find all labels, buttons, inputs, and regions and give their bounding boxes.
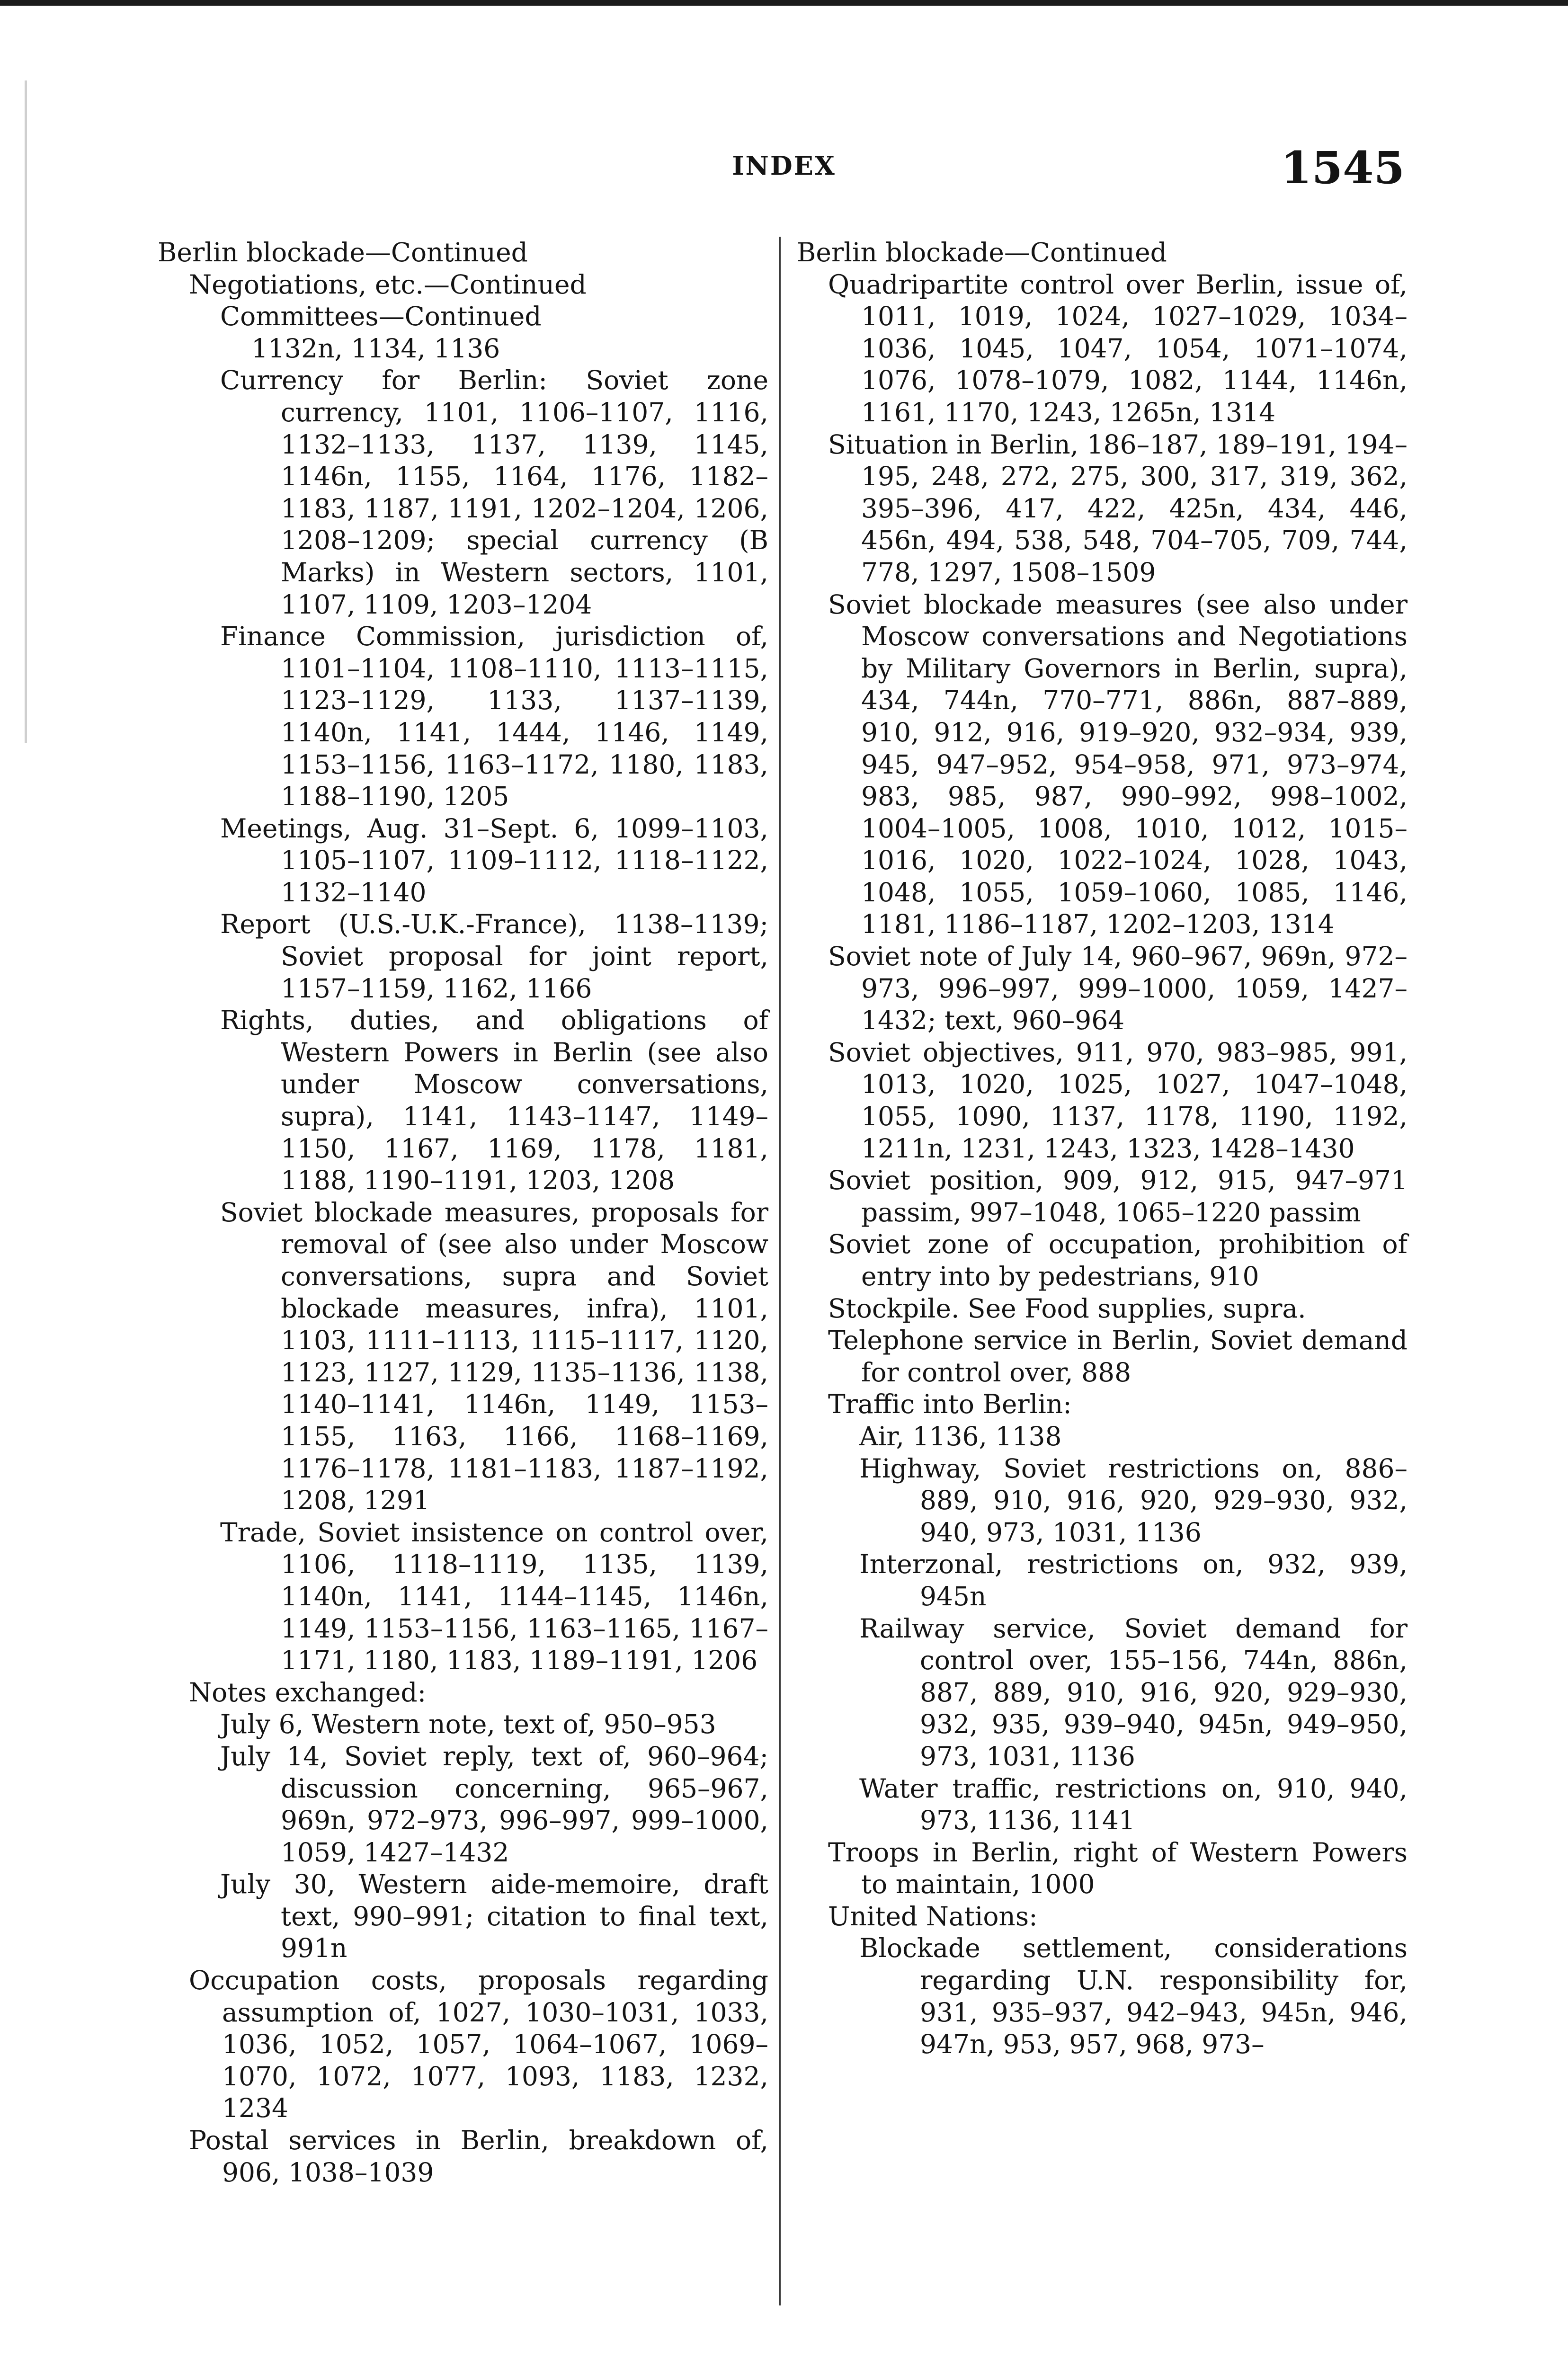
index-entry: Soviet objectives, 911, 970, 983–985, 991, 1013, 1020, 1025, 1027, 1047–1048, 1055, 1090, 1137, 1178, 1190, 1192, 1211n, 1231, 1243, 1323, 1428–1430 xyxy=(828,1037,1408,1164)
index-entry: Air, 1136, 1138 xyxy=(859,1421,1062,1451)
index-entry: Notes exchanged: xyxy=(189,1677,427,1708)
index-entry: Occupation costs, proposals regarding assumption of, 1027, 1030–1031, 1033, 1036, 1052, 1057, 1064–1067, 1069–1070, 1072, 1077, 1093, 1183, 1232, 1234 xyxy=(189,1965,768,2124)
index-entry: Traffic into Berlin: xyxy=(828,1389,1072,1420)
index-entry: Quadripartite control over Berlin, issue of, 1011, 1019, 1024, 1027–1029, 1034–1036, 1045, 1047, 1054, 1071–1074, 1076, 1078–1079, 1082, 1144, 1146n, 1161, 1170, 1243, 1265n, 1314 xyxy=(828,269,1408,427)
index-entry: Water traffic, restrictions on, 910, 940, 973, 1136, 1141 xyxy=(859,1773,1408,1836)
index-entry: Berlin blockade—Continued xyxy=(797,237,1167,267)
column-divider xyxy=(779,237,781,2305)
index-entry: July 6, Western note, text of, 950–953 xyxy=(220,1709,716,1740)
page-number: 1545 xyxy=(1281,142,1405,194)
index-entry: July 14, Soviet reply, text of, 960–964; discussion concerning, 965–967, 969n, 972–973, 996–997, 999–1000, 1059, 1427–1432 xyxy=(220,1741,768,1868)
index-entry: Trade, Soviet insistence on control over, 1106, 1118–1119, 1135, 1139, 1140n, 1141, 1144–1145, 1146n, 1149, 1153–1156, 1163–1165, 1167–1171, 1180, 1183, 1189–1191, 1206 xyxy=(220,1517,768,1676)
index-entry: Berlin blockade—Continued xyxy=(158,237,528,267)
index-entry: 1132n, 1134, 1136 xyxy=(251,333,500,364)
index-entry: Postal services in Berlin, breakdown of, 906, 1038–1039 xyxy=(189,2125,768,2188)
index-entry: Railway service, Soviet demand for control over, 155–156, 744n, 886n, 887, 889, 910, 916, 920, 929–930, 932, 935, 939–940, 945n, 949–950, 973, 1031, 1136 xyxy=(859,1613,1408,1771)
index-entry: Finance Commission, jurisdiction of, 1101–1104, 1108–1110, 1113–1115, 1123–1129, 1133, 1137–1139, 1140n, 1141, 1444, 1146, 1149, 1153–1156, 1163–1172, 1180, 1183, 1188–1190, 1205 xyxy=(220,621,768,812)
index-entry: Negotiations, etc.—Continued xyxy=(189,269,587,300)
index-entry: Currency for Berlin: Soviet zone currency, 1101, 1106–1107, 1116, 1132–1133, 1137, 1139, 1145, 1146n, 1155, 1164, 1176, 1182–1183, 1187, 1191, 1202–1204, 1206, 1208–1209; special currency (B Marks) in Western sectors, 1101, 1107, 1109, 1203–1204 xyxy=(220,365,768,620)
index-entry: Highway, Soviet restrictions on, 886–889, 910, 916, 920, 929–930, 932, 940, 973, 1031, 1136 xyxy=(859,1453,1408,1548)
index-entry: Soviet blockade measures, proposals for removal of (see also under Moscow conversations, supra and Soviet blockade measures, infra), 1101, 1103, 1111–1113, 1115–1117, 1120, 1123, 1127, 1129, 1135–1136, 1138, 1140–1141, 1146n, 1149, 1153–1155, 1163, 1166, 1168–1169, 1176–1178, 1181–1183, 1187–1192, 1208, 1291 xyxy=(220,1197,768,1516)
index-entry: Soviet note of July 14, 960–967, 969n, 972–973, 996–997, 999–1000, 1059, 1427–1432; text, 960–964 xyxy=(828,941,1408,1036)
index-entry: Stockpile. See Food supplies, supra. xyxy=(828,1293,1306,1324)
index-entry: Situation in Berlin, 186–187, 189–191, 194–195, 248, 272, 275, 300, 317, 319, 362, 395–396, 417, 422, 425n, 434, 446, 456n, 494, 538, 548, 704–705, 709, 744, 778, 1297, 1508–1509 xyxy=(828,429,1408,587)
index-entry: United Nations: xyxy=(828,1901,1038,1931)
index-entry: Blockade settlement, considerations regarding U.N. responsibility for, 931, 935–937, 942–943, 945n, 946, 947n, 953, 957, 968, 973– xyxy=(859,1933,1408,2060)
index-entry: Soviet zone of occupation, prohibition of entry into by pedestrians, 910 xyxy=(828,1229,1408,1291)
index-entry: Meetings, Aug. 31–Sept. 6, 1099–1103, 1105–1107, 1109–1112, 1118–1122, 1132–1140 xyxy=(220,813,768,908)
running-head: INDEX xyxy=(732,151,836,181)
index-entry: Rights, duties, and obligations of Western Powers in Berlin (see also under Moscow conversations, supra), 1141, 1143–1147, 1149–1150, 1167, 1169, 1178, 1181, 1188, 1190–1191, 1203, 1208 xyxy=(220,1005,768,1196)
index-entry: Committees—Continued xyxy=(220,301,542,332)
top-rule xyxy=(0,0,1568,6)
right-column xyxy=(797,237,1408,2061)
index-entry: Troops in Berlin, right of Western Powers to maintain, 1000 xyxy=(828,1837,1408,1900)
left-column xyxy=(158,237,768,2189)
index-entry: Report (U.S.-U.K.-France), 1138–1139; Soviet proposal for joint report, 1157–1159, 1162, 1166 xyxy=(220,909,768,1004)
index-entry: July 30, Western aide-memoire, draft text, 990–991; citation to final text, 991n xyxy=(220,1869,768,1964)
index-entry: Soviet position, 909, 912, 915, 947–971 passim, 997–1048, 1065–1220 passim xyxy=(828,1165,1408,1228)
index-entry: Interzonal, restrictions on, 932, 939, 945n xyxy=(859,1549,1408,1611)
index-entry: Telephone service in Berlin, Soviet demand for control over, 888 xyxy=(828,1325,1408,1388)
index-entry: Soviet blockade measures (see also under Moscow conversations and Negotiations by Military Governors in Berlin, supra), 434, 744n, 770–771, 886n, 887–889, 910, 912, 916, 919–920, 932–934, 939, 945, 947–952, 954–958, 971, 973–974, 983, 985, 987, 990–992, 998–1002, 1004–1005, 1008, 1010, 1012, 1015–1016, 1020, 1022–1024, 1028, 1043, 1048, 1055, 1059–1060, 1085, 1146, 1181, 1186–1187, 1202–1203, 1314 xyxy=(828,589,1408,940)
